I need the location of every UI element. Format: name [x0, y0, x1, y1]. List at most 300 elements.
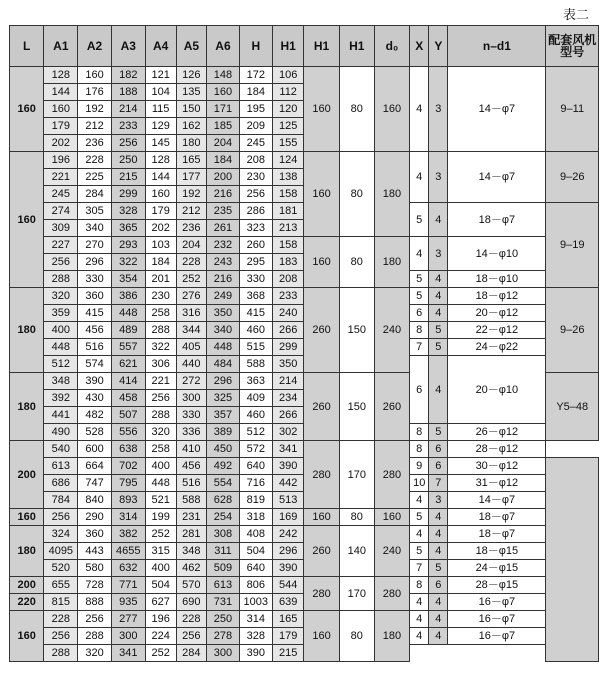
cell-value: 256: [44, 254, 78, 271]
cell-value: 504: [145, 577, 176, 594]
cell-value: 195: [239, 101, 272, 118]
cell-value: 448: [44, 339, 78, 356]
cell-fan-model: 9–26: [546, 152, 599, 203]
cell-L: 160: [10, 152, 44, 288]
cell-value: 390: [272, 560, 304, 577]
cell-value: 236: [176, 220, 207, 237]
cell-value: 158: [272, 237, 304, 254]
cell-d0: 180: [374, 237, 409, 288]
cell-value: 230: [145, 288, 176, 305]
cell-value: 621: [111, 356, 145, 373]
cell-value: 570: [176, 577, 207, 594]
cell-value: 632: [111, 560, 145, 577]
col-header: A5: [176, 26, 207, 67]
cell-X: 5: [410, 288, 429, 305]
cell-value: 281: [176, 526, 207, 543]
cell-value: 256: [145, 390, 176, 407]
cell-value: 138: [272, 169, 304, 186]
cell-X: 4: [410, 152, 429, 203]
cell-Y: 4: [429, 628, 448, 645]
cell-n-d1: 30－φ12: [448, 458, 546, 475]
cell-Y: 5: [429, 339, 448, 356]
cell-value: 196: [44, 152, 78, 169]
cell-value: 225: [78, 169, 111, 186]
cell-value: 240: [272, 305, 304, 322]
cell-value: 440: [176, 356, 207, 373]
cell-value: 588: [176, 492, 207, 509]
cell-value: 135: [176, 84, 207, 101]
cell-value: 250: [111, 152, 145, 169]
cell-Y: 3: [429, 67, 448, 152]
cell-Y: 4: [429, 611, 448, 628]
cell-value: 299: [111, 186, 145, 203]
cell-value: 184: [239, 84, 272, 101]
cell-value: 448: [145, 475, 176, 492]
cell-value: 627: [145, 594, 176, 611]
cell-value: 224: [145, 628, 176, 645]
cell-value: 430: [78, 390, 111, 407]
cell-value: 390: [272, 458, 304, 475]
cell-n-d1: 14－φ7: [448, 492, 546, 509]
cell-d0: 280: [374, 441, 409, 509]
cell-H1: 260: [304, 373, 339, 441]
cell-n-d1: 24－φ22: [448, 339, 546, 356]
cell-value: 655: [44, 577, 78, 594]
col-header: A2: [78, 26, 111, 67]
cell-value: 192: [176, 186, 207, 203]
cell-value: 580: [78, 560, 111, 577]
cell-value: 311: [207, 543, 240, 560]
cell-value: 456: [176, 458, 207, 475]
cell-value: 184: [207, 152, 240, 169]
cell-value: 521: [145, 492, 176, 509]
cell-X: 4: [410, 611, 429, 628]
cell-X: 7: [410, 339, 429, 356]
cell-value: 392: [44, 390, 78, 407]
cell-X: 4: [410, 526, 429, 543]
cell-X: 5: [410, 543, 429, 560]
cell-value: 516: [176, 475, 207, 492]
col-header: n–d1: [448, 26, 546, 67]
cell-value: 935: [111, 594, 145, 611]
table-row: [10, 288, 599, 305]
col-header: A4: [145, 26, 176, 67]
cell-value: 179: [44, 118, 78, 135]
cell-value: 382: [111, 526, 145, 543]
cell-value: 588: [239, 356, 272, 373]
cell-value: 252: [145, 526, 176, 543]
cell-value: 509: [207, 560, 240, 577]
cell-value: 341: [111, 645, 145, 662]
cell-value: 322: [111, 254, 145, 271]
cell-value: 216: [207, 186, 240, 203]
cell-value: 408: [239, 526, 272, 543]
cell-value: 360: [78, 526, 111, 543]
cell-value: 350: [272, 356, 304, 373]
cell-Y: 5: [429, 560, 448, 577]
table-row: [10, 67, 599, 84]
cell-value: 414: [111, 373, 145, 390]
cell-value: 448: [207, 339, 240, 356]
cell-value: 169: [272, 509, 304, 526]
cell-value: 128: [44, 67, 78, 84]
cell-X: 6: [410, 356, 429, 424]
cell-value: 320: [44, 288, 78, 305]
cell-Y: 3: [429, 237, 448, 271]
cell-value: 188: [111, 84, 145, 101]
cell-value: 490: [44, 424, 78, 441]
table-row: [10, 441, 599, 458]
cell-value: 324: [44, 526, 78, 543]
table-row: [10, 509, 599, 526]
cell-value: 160: [44, 101, 78, 118]
cell-value: 460: [239, 322, 272, 339]
cell-fan-model: 9–11: [546, 67, 599, 152]
cell-H1: 80: [339, 67, 374, 152]
cell-value: 196: [145, 611, 176, 628]
cell-value: 299: [272, 339, 304, 356]
cell-H1: 170: [339, 577, 374, 611]
cell-value: 286: [239, 203, 272, 220]
cell-value: 340: [78, 220, 111, 237]
col-header: A1: [44, 26, 78, 67]
cell-X: 4: [410, 628, 429, 645]
cell-H1: 280: [304, 441, 339, 509]
cell-value: 4095: [44, 543, 78, 560]
cell-value: 557: [111, 339, 145, 356]
cell-value: 316: [176, 305, 207, 322]
spec-table: [9, 25, 599, 662]
cell-n-d1: 20－φ12: [448, 305, 546, 322]
cell-value: 513: [272, 492, 304, 509]
cell-value: 315: [145, 543, 176, 560]
cell-value: 554: [207, 475, 240, 492]
cell-value: 293: [111, 237, 145, 254]
cell-value: 613: [207, 577, 240, 594]
cell-value: 400: [44, 322, 78, 339]
cell-Y: 4: [429, 594, 448, 611]
cell-value: 177: [176, 169, 207, 186]
cell-value: 258: [145, 441, 176, 458]
cell-n-d1: 31－φ12: [448, 475, 546, 492]
cell-value: 336: [176, 424, 207, 441]
cell-n-d1: 20－φ10: [448, 356, 546, 424]
cell-value: 260: [239, 237, 272, 254]
cell-value: 309: [44, 220, 78, 237]
cell-X: 8: [410, 424, 429, 441]
cell-n-d1: 18－φ7: [448, 203, 546, 237]
cell-value: 212: [176, 203, 207, 220]
col-header: d₀: [374, 26, 409, 67]
cell-value: 261: [207, 220, 240, 237]
cell-n-d1: 14－φ7: [448, 152, 546, 203]
cell-H1: 80: [339, 152, 374, 237]
cell-d0: 160: [374, 509, 409, 526]
cell-value: 184: [145, 254, 176, 271]
cell-value: 128: [145, 152, 176, 169]
cell-value: 359: [44, 305, 78, 322]
cell-value: 348: [176, 543, 207, 560]
cell-H1: 160: [304, 237, 339, 288]
cell-value: 284: [176, 645, 207, 662]
cell-L: 200: [10, 441, 44, 509]
cell-value: 690: [176, 594, 207, 611]
cell-value: 544: [272, 577, 304, 594]
cell-L: 180: [10, 526, 44, 577]
cell-n-d1: 18－φ15: [448, 543, 546, 560]
cell-value: 415: [78, 305, 111, 322]
cell-value: 256: [78, 611, 111, 628]
cell-value: 115: [145, 101, 176, 118]
cell-value: 363: [239, 373, 272, 390]
cell-fan-model: 9–19: [546, 203, 599, 288]
cell-value: 165: [272, 611, 304, 628]
cell-value: 330: [78, 271, 111, 288]
col-header: A6: [207, 26, 240, 67]
cell-L: 180: [10, 373, 44, 441]
cell-value: 574: [78, 356, 111, 373]
cell-value: 288: [44, 271, 78, 288]
cell-L: 180: [10, 288, 44, 373]
cell-value: 492: [207, 458, 240, 475]
cell-value: 124: [272, 152, 304, 169]
cell-value: 278: [207, 628, 240, 645]
cell-value: 171: [207, 101, 240, 118]
cell-value: 252: [176, 271, 207, 288]
cell-value: 702: [111, 458, 145, 475]
cell-X: 6: [410, 305, 429, 322]
cell-H1: 160: [304, 67, 339, 152]
cell-H1: 280: [304, 577, 339, 611]
cell-value: 360: [78, 288, 111, 305]
cell-value: 806: [239, 577, 272, 594]
cell-value: 144: [145, 169, 176, 186]
cell-value: 214: [111, 101, 145, 118]
cell-value: 256: [44, 509, 78, 526]
cell-value: 507: [111, 407, 145, 424]
cell-n-d1: 16－φ7: [448, 628, 546, 645]
cell-value: 771: [111, 577, 145, 594]
cell-value: 323: [239, 220, 272, 237]
cell-d0: 280: [374, 577, 409, 611]
cell-H1: 260: [304, 288, 339, 373]
cell-value: 448: [111, 305, 145, 322]
cell-value: 415: [239, 305, 272, 322]
cell-value: 213: [272, 220, 304, 237]
cell-X: 8: [410, 441, 429, 458]
cell-value: 202: [145, 220, 176, 237]
cell-value: 192: [78, 101, 111, 118]
cell-value: 185: [207, 118, 240, 135]
cell-value: 600: [78, 441, 111, 458]
cell-value: 208: [272, 271, 304, 288]
cell-value: 410: [176, 441, 207, 458]
cell-value: 129: [145, 118, 176, 135]
cell-value: 728: [78, 577, 111, 594]
cell-value: 106: [272, 67, 304, 84]
cell-value: 235: [207, 203, 240, 220]
cell-value: 390: [239, 645, 272, 662]
cell-value: 639: [272, 594, 304, 611]
cell-value: 172: [239, 67, 272, 84]
cell-value: 296: [207, 373, 240, 390]
cell-value: 540: [44, 441, 78, 458]
cell-Y: 4: [429, 526, 448, 543]
cell-value: 233: [111, 118, 145, 135]
cell-X: 8: [410, 577, 429, 594]
cell-value: 405: [176, 339, 207, 356]
cell-value: 443: [78, 543, 111, 560]
cell-n-d1: 28－φ15: [448, 577, 546, 594]
cell-value: 258: [145, 305, 176, 322]
cell-value: 200: [207, 169, 240, 186]
cell-Y: 3: [429, 152, 448, 203]
cell-value: 300: [176, 390, 207, 407]
cell-value: 221: [44, 169, 78, 186]
cell-H1: 150: [339, 373, 374, 441]
cell-L: 200: [10, 577, 44, 594]
cell-value: 288: [145, 407, 176, 424]
cell-value: 747: [78, 475, 111, 492]
cell-value: 112: [272, 84, 304, 101]
cell-H1: 160: [304, 152, 339, 237]
cell-value: 357: [207, 407, 240, 424]
cell-value: 330: [176, 407, 207, 424]
cell-Y: 4: [429, 356, 448, 424]
cell-value: 274: [44, 203, 78, 220]
col-header: H1: [304, 26, 339, 67]
cell-value: 179: [145, 203, 176, 220]
cell-value: 121: [145, 67, 176, 84]
cell-n-d1: 16－φ7: [448, 611, 546, 628]
cell-value: 216: [207, 271, 240, 288]
cell-value: 215: [272, 645, 304, 662]
cell-value: 162: [176, 118, 207, 135]
cell-value: 716: [239, 475, 272, 492]
col-header: Y: [429, 26, 448, 67]
cell-X: 4: [410, 492, 429, 509]
cell-value: 245: [239, 135, 272, 152]
cell-value: 204: [207, 135, 240, 152]
cell-value: 322: [145, 339, 176, 356]
cell-L: 220: [10, 594, 44, 611]
cell-value: 409: [239, 390, 272, 407]
cell-value: 288: [78, 628, 111, 645]
cell-value: 158: [272, 186, 304, 203]
cell-value: 227: [44, 237, 78, 254]
cell-value: 125: [272, 118, 304, 135]
cell-X: 4: [410, 67, 429, 152]
cell-Y: 4: [429, 288, 448, 305]
cell-d0: 260: [374, 373, 409, 441]
table-row: [10, 526, 599, 543]
table-row: [10, 611, 599, 628]
cell-n-d1: 18－φ10: [448, 271, 546, 288]
cell-d0: 240: [374, 288, 409, 373]
cell-Y: 7: [429, 475, 448, 492]
cell-value: 284: [78, 186, 111, 203]
cell-H1: 160: [304, 509, 339, 526]
cell-value: 340: [207, 322, 240, 339]
cell-value: 460: [239, 407, 272, 424]
cell-value: 277: [111, 611, 145, 628]
cell-L: 160: [10, 611, 44, 662]
cell-value: 245: [44, 186, 78, 203]
header-row: [10, 26, 599, 67]
cell-value: 256: [176, 628, 207, 645]
col-header: A3: [111, 26, 145, 67]
cell-value: 201: [145, 271, 176, 288]
cell-value: 160: [145, 186, 176, 203]
table-row: [10, 237, 599, 254]
cell-value: 348: [44, 373, 78, 390]
cell-value: 256: [239, 186, 272, 203]
table-row: [10, 577, 599, 594]
cell-H1: 260: [304, 526, 339, 577]
cell-value: 230: [239, 169, 272, 186]
cell-value: 276: [176, 288, 207, 305]
cell-value: 182: [111, 67, 145, 84]
cell-value: 330: [239, 271, 272, 288]
cell-d0: 160: [374, 67, 409, 152]
cell-Y: 4: [429, 543, 448, 560]
cell-value: 176: [78, 84, 111, 101]
cell-value: 120: [272, 101, 304, 118]
cell-value: 254: [207, 509, 240, 526]
cell-value: 344: [176, 322, 207, 339]
cell-L: 160: [10, 509, 44, 526]
cell-value: 288: [44, 645, 78, 662]
cell-Y: 4: [429, 305, 448, 322]
cell-value: 389: [207, 424, 240, 441]
cell-fan-model-empty: [546, 458, 599, 662]
cell-Y: 3: [429, 492, 448, 509]
cell-value: 145: [145, 135, 176, 152]
cell-value: 144: [44, 84, 78, 101]
cell-value: 228: [176, 254, 207, 271]
table-row: [10, 152, 599, 169]
cell-value: 103: [145, 237, 176, 254]
cell-value: 400: [145, 458, 176, 475]
cell-value: 231: [176, 509, 207, 526]
cell-value: 320: [145, 424, 176, 441]
cell-value: 300: [111, 628, 145, 645]
cell-Y: 4: [429, 509, 448, 526]
cell-value: 250: [207, 611, 240, 628]
cell-value: 484: [207, 356, 240, 373]
cell-H1: 150: [339, 288, 374, 373]
cell-Y: 6: [429, 458, 448, 475]
cell-value: 234: [272, 390, 304, 407]
cell-H1: 170: [339, 441, 374, 509]
cell-value: 441: [44, 407, 78, 424]
cell-value: 512: [239, 424, 272, 441]
cell-value: 266: [272, 322, 304, 339]
cell-Y: 6: [429, 577, 448, 594]
cell-H1: 80: [339, 611, 374, 662]
cell-value: 4655: [111, 543, 145, 560]
cell-value: 160: [207, 84, 240, 101]
cell-value: 516: [78, 339, 111, 356]
cell-value: 528: [78, 424, 111, 441]
cell-value: 228: [78, 152, 111, 169]
cell-H1: 80: [339, 237, 374, 288]
cell-n-d1: 26－φ12: [448, 424, 546, 441]
cell-value: 795: [111, 475, 145, 492]
cell-L: 160: [10, 67, 44, 152]
cell-value: 456: [78, 322, 111, 339]
cell-X: 8: [410, 322, 429, 339]
